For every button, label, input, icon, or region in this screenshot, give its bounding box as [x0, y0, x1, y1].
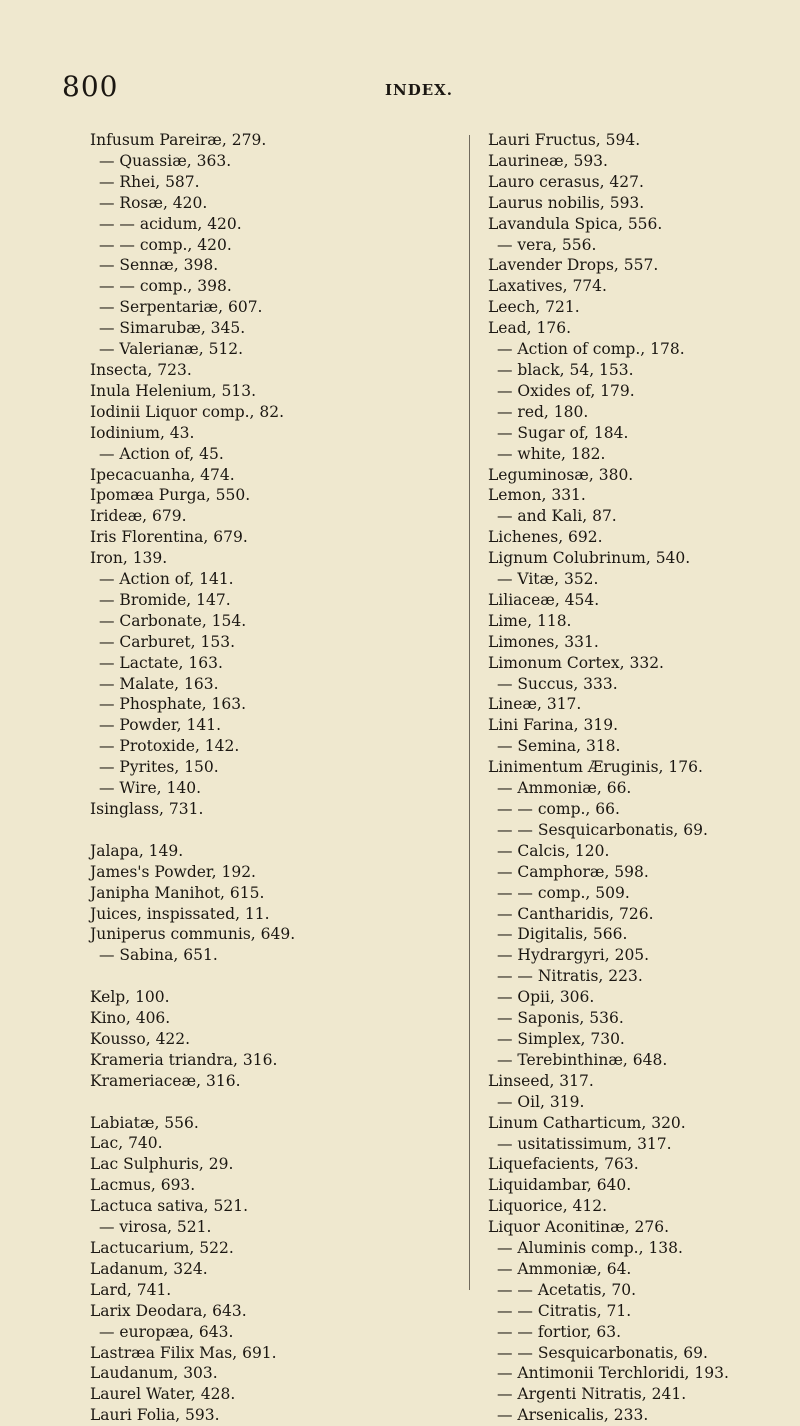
index-entry: Jalapa, 149.: [90, 841, 184, 860]
index-subentry: — Carburet, 153.: [99, 632, 236, 651]
index-subentry: — Arsenicalis, 233.: [497, 1406, 649, 1425]
index-entry: Iodinii Liquor comp., 82.: [90, 402, 285, 421]
index-subentry: — Action of, 45.: [99, 444, 224, 463]
index-subentry: — Sugar of, 184.: [497, 423, 629, 442]
index-subentry: — Bromide, 147.: [99, 590, 231, 609]
index-entry: Insecta, 723.: [90, 360, 192, 379]
index-entry: Lead, 176.: [488, 319, 571, 338]
index-column-right: [488, 130, 788, 1426]
index-entry: Leguminosæ, 380.: [488, 465, 634, 484]
index-column-left: [90, 130, 425, 1426]
index-subentry: — Action of comp., 178.: [497, 340, 685, 359]
index-subentry: — Oxides of, 179.: [497, 381, 635, 400]
index-entry: Laurel Water, 428.: [90, 1385, 236, 1404]
index-subentry: — Rosæ, 420.: [99, 193, 208, 212]
index-subentry: — Pyrites, 150.: [99, 758, 219, 777]
index-subentry: — vera, 556.: [497, 235, 597, 254]
index-subentry: — Aluminis comp., 138.: [497, 1239, 683, 1258]
index-subentry: — — acidum, 420.: [99, 214, 242, 233]
index-entry: Inula Helenium, 513.: [90, 381, 257, 400]
index-entry: Lemon, 331.: [488, 486, 586, 505]
index-subentry: — Hydrargyri, 205.: [497, 946, 650, 965]
index-entry: Liquidambar, 640.: [488, 1176, 632, 1195]
index-subentry: — Lactate, 163.: [99, 653, 223, 672]
index-entry: Laxatives, 774.: [488, 277, 607, 296]
index-subentry: — Serpentariæ, 607.: [99, 298, 263, 317]
index-subentry: — Action of, 141.: [99, 570, 234, 589]
index-entry: Lime, 118.: [488, 611, 572, 630]
index-subentry: — Calcis, 120.: [497, 841, 610, 860]
index-entry: Isinglass, 731.: [90, 800, 204, 818]
index-entry: Ipomæa Purga, 550.: [90, 486, 251, 505]
index-subentry: — Carbonate, 154.: [99, 611, 247, 630]
index-entry: Liquorice, 412.: [488, 1197, 608, 1216]
running-title: INDEX.: [385, 81, 454, 99]
index-subentry: — — fortior, 63.: [497, 1322, 622, 1341]
index-entry: James's Powder, 192.: [90, 862, 256, 881]
index-subentry: — Simplex, 730.: [497, 1029, 625, 1048]
index-subentry: — Malate, 163.: [99, 674, 219, 693]
index-entry: Liquefacients, 763.: [488, 1155, 639, 1174]
index-entry: Iris Florentina, 679.: [90, 528, 248, 547]
index-entry: Lard, 741.: [90, 1280, 172, 1299]
index-subentry: — Terebinthinæ, 648.: [497, 1050, 668, 1069]
index-subentry: — Valerianæ, 512.: [99, 340, 244, 359]
index-subentry: — — comp., 420.: [99, 235, 232, 254]
index-entry: Krameriaceæ, 316.: [90, 1071, 241, 1090]
index-subentry: — europæa, 643.: [99, 1322, 234, 1341]
index-entry: Lavandula Spica, 556.: [488, 214, 663, 233]
section-gap: [90, 1092, 425, 1113]
index-subentry: — Ammoniæ, 66.: [497, 779, 632, 798]
index-subentry: — — Citratis, 71.: [497, 1301, 632, 1320]
index-subentry: — Camphoræ, 598.: [497, 862, 649, 881]
index-entry: Liquor Aconitinæ, 276.: [488, 1218, 670, 1237]
index-subentry: — Rhei, 587.: [99, 172, 200, 191]
index-subentry: — Ammoniæ, 64.: [497, 1259, 632, 1278]
index-subentry: — — Sesquicarbonatis, 69.: [497, 820, 708, 839]
index-entry: Lavender Drops, 557.: [488, 256, 659, 275]
index-entry: Laudanum, 303.: [90, 1364, 218, 1383]
index-subentry: — Digitalis, 566.: [497, 925, 628, 944]
index-entry: Linimentum Æruginis, 176.: [488, 758, 703, 777]
index-subentry: — Succus, 333.: [497, 674, 618, 693]
section-gap: [90, 820, 425, 841]
index-entry: Kelp, 100.: [90, 988, 170, 1007]
index-entry: Janipha Manihot, 615.: [90, 883, 265, 902]
index-entry: Lactucarium, 522.: [90, 1238, 234, 1257]
index-entry: Lactuca sativa, 521.: [90, 1197, 249, 1216]
index-subentry: — Antimonii Terchloridi, 193.: [497, 1364, 729, 1383]
index-subentry: — — comp., 398.: [99, 277, 232, 296]
index-entry: Kousso, 422.: [90, 1029, 191, 1048]
index-entry: Ladanum, 324.: [90, 1259, 208, 1278]
index-subentry: — Cantharidis, 726.: [497, 904, 654, 923]
index-subentry: — Semina, 318.: [497, 737, 621, 756]
index-subentry: — Wire, 140.: [99, 779, 201, 798]
index-entry: Limonum Cortex, 332.: [488, 653, 664, 672]
index-subentry: — Sabina, 651.: [99, 946, 218, 965]
index-entry: Krameria triandra, 316.: [90, 1050, 278, 1069]
page-header: [0, 70, 800, 110]
index-subentry: — — Sesquicarbonatis, 69.: [497, 1343, 708, 1362]
index-subentry: — — comp., 66.: [497, 800, 620, 818]
index-subentry: — Oil, 319.: [497, 1092, 585, 1111]
index-subentry: — Phosphate, 163.: [99, 695, 247, 714]
index-entry: Limones, 331.: [488, 632, 599, 651]
index-entry: Kino, 406.: [90, 1009, 171, 1028]
index-entry: Iodinium, 43.: [90, 423, 195, 442]
page-number: 800: [62, 70, 119, 103]
index-entry: Lac Sulphuris, 29.: [90, 1155, 234, 1174]
index-entry: Lichenes, 692.: [488, 528, 603, 547]
index-entry: Lauri Folia, 593.: [90, 1406, 220, 1425]
index-subentry: — usitatissimum, 317.: [497, 1134, 672, 1153]
index-entry: Lauro cerasus, 427.: [488, 172, 644, 191]
index-entry: Linseed, 317.: [488, 1071, 594, 1090]
index-entry: Liliaceæ, 454.: [488, 590, 600, 609]
index-entry: Juices, inspissated, 11.: [90, 904, 270, 923]
index-entry: Lineæ, 317.: [488, 695, 582, 714]
index-subentry: — red, 180.: [497, 402, 589, 421]
column-divider: [469, 135, 470, 1290]
index-entry: Iron, 139.: [90, 549, 168, 568]
index-entry: Infusum Pareiræ, 279.: [90, 131, 267, 149]
index-subentry: — black, 54, 153.: [497, 360, 634, 379]
index-entry: Leech, 721.: [488, 298, 580, 317]
index-entry: Juniperus communis, 649.: [90, 925, 296, 944]
index-subentry: — white, 182.: [497, 444, 606, 463]
index-subentry: — Sennæ, 398.: [99, 256, 219, 275]
index-subentry: — — Nitratis, 223.: [497, 967, 643, 986]
index-entry: Laurus nobilis, 593.: [488, 193, 645, 212]
index-entry: Labiatæ, 556.: [90, 1113, 199, 1132]
index-entry: Lini Farina, 319.: [488, 716, 619, 735]
index-subentry: — Simarubæ, 345.: [99, 319, 246, 338]
index-entry: Lac, 740.: [90, 1134, 163, 1153]
index-entry: Irideæ, 679.: [90, 507, 187, 526]
index-subentry: — Argenti Nitratis, 241.: [497, 1385, 687, 1404]
index-subentry: — Powder, 141.: [99, 716, 221, 735]
index-subentry: — Saponis, 536.: [497, 1009, 624, 1028]
index-entry: Lacmus, 693.: [90, 1176, 196, 1195]
index-subentry: — Vitæ, 352.: [497, 570, 599, 589]
index-entry: Lauri Fructus, 594.: [488, 131, 641, 149]
index-subentry: — Quassiæ, 363.: [99, 151, 232, 170]
index-entry: Laurineæ, 593.: [488, 151, 608, 170]
index-entry: Larix Deodara, 643.: [90, 1301, 247, 1320]
index-subentry: — — Acetatis, 70.: [497, 1280, 637, 1299]
index-entry: Lastræa Filix Mas, 691.: [90, 1343, 277, 1362]
index-subentry: — — comp., 509.: [497, 883, 630, 902]
index-subentry: — and Kali, 87.: [497, 507, 617, 526]
index-subentry: — Protoxide, 142.: [99, 737, 240, 756]
index-subentry: — virosa, 521.: [99, 1218, 212, 1237]
index-entry: Linum Catharticum, 320.: [488, 1113, 686, 1132]
index-entry: Ipecacuanha, 474.: [90, 465, 235, 484]
index-subentry: — Opii, 306.: [497, 988, 595, 1007]
index-entry: Lignum Colubrinum, 540.: [488, 549, 691, 568]
section-gap: [90, 966, 425, 987]
